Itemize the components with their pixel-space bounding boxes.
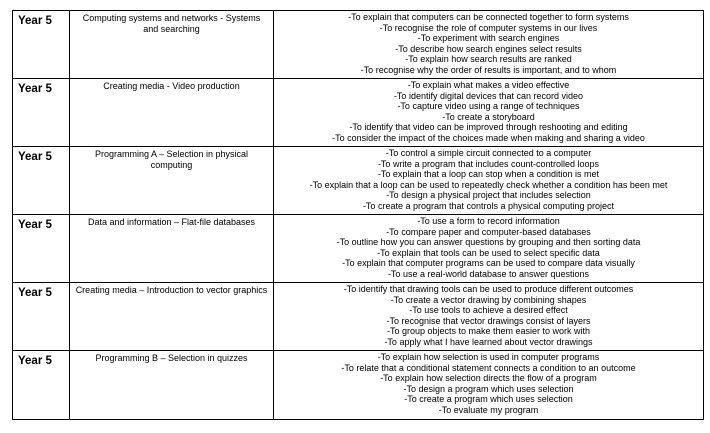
objective-item: -To create a program which uses selection [404,394,573,405]
curriculum-table-body [13,11,704,420]
table-row [13,283,704,351]
objective-item: -To use a form to record information [417,216,560,226]
objective-item: -To capture video using a range of techniques [397,101,580,112]
unit-title-cell: Data and information – Flat-file databases [70,215,274,283]
objective-item: -To use tools to achieve a desired effect [409,305,568,316]
objectives-cell [274,79,704,147]
objective-item: -To use a real-world database to answer questions [387,268,590,279]
objective-item: -To explain how selection directs the flow of a program [380,373,597,384]
objective-item: -To recognise that vector drawings consist of layers [386,315,591,326]
objective-item: -To identify that drawing tools can be used to produce different outcomes [343,284,634,294]
objective-item: -To recognise why the order of results is important, and to whom [360,64,617,75]
objectives-cell [274,215,704,283]
unit-title-cell: Programming B – Selection in quizzes [70,351,274,420]
unit-title-cell: Programming A – Selection in physical computing [70,147,274,215]
table-row [13,147,704,215]
objective-item: -To explain that computer programs can be used to compare data visually [342,258,635,269]
year-cell: Year 5 [13,147,70,215]
curriculum-table [12,10,704,420]
objective-item: -To explain what makes a video effective [407,80,570,90]
objective-item: -To consider the impact of the choices made when making and sharing a video [332,132,645,143]
unit-title-cell: Creating media – Introduction to vector graphics [70,283,274,351]
unit-title-cell: Creating media - Video production [70,79,274,147]
objective-item: -To design a program which uses selection [403,383,574,394]
table-row [13,215,704,283]
objective-item: -To explain how search results are ranked [405,54,572,65]
objective-item: -To design a physical project that includes selection [386,190,591,201]
table-row [13,11,704,79]
objective-item: -To create a storyboard [442,111,535,122]
objective-item: -To explain that computers can be connected together to form systems [348,12,629,22]
objective-item: -To outline how you can answer questions by grouping and then sorting data [336,237,641,248]
objective-item: -To evaluate my program [438,404,539,415]
year-cell: Year 5 [13,79,70,147]
objective-item: -To relate that a conditional statement connects a condition to an outcome [341,362,636,373]
objective-item: -To describe how search engines select results [395,43,582,54]
objective-item: -To explain that tools can be used to select specific data [377,247,600,258]
objectives-cell [274,351,704,420]
unit-title-cell: Computing systems and networks - Systems and searching [70,11,274,79]
objective-item: -To create a vector drawing by combining shapes [390,294,587,305]
objectives-cell [274,147,704,215]
objective-item: -To create a program that controls a physical computing project [362,200,615,211]
objective-item: -To write a program that includes count-controlled loops [377,158,600,169]
objective-item: -To experiment with search engines [417,33,560,44]
table-row [13,351,704,420]
objectives-cell [274,283,704,351]
year-cell: Year 5 [13,11,70,79]
objective-item: -To group objects to make them easier to work with [386,326,591,337]
objective-item: -To identify digital devices that can record video [393,90,584,101]
objective-item: -To identify that video can be improved through reshooting and editing [349,122,628,133]
objective-item: -To explain how selection is used in computer programs [377,352,600,362]
objective-item: -To compare paper and computer-based databases [386,226,591,237]
year-cell: Year 5 [13,351,70,420]
table-row [13,79,704,147]
year-cell: Year 5 [13,283,70,351]
objective-item: -To control a simple circuit connected to a computer [385,148,592,158]
objectives-cell [274,11,704,79]
year-cell: Year 5 [13,215,70,283]
objective-item: -To explain that a loop can be used to repeatedly check whether a condition has been met [309,179,668,190]
objective-item: -To recognise the role of computer systems in our lives [379,22,598,33]
objective-item: -To apply what I have learned about vector drawings [384,336,593,347]
objective-item: -To explain that a loop can stop when a condition is met [377,169,600,180]
